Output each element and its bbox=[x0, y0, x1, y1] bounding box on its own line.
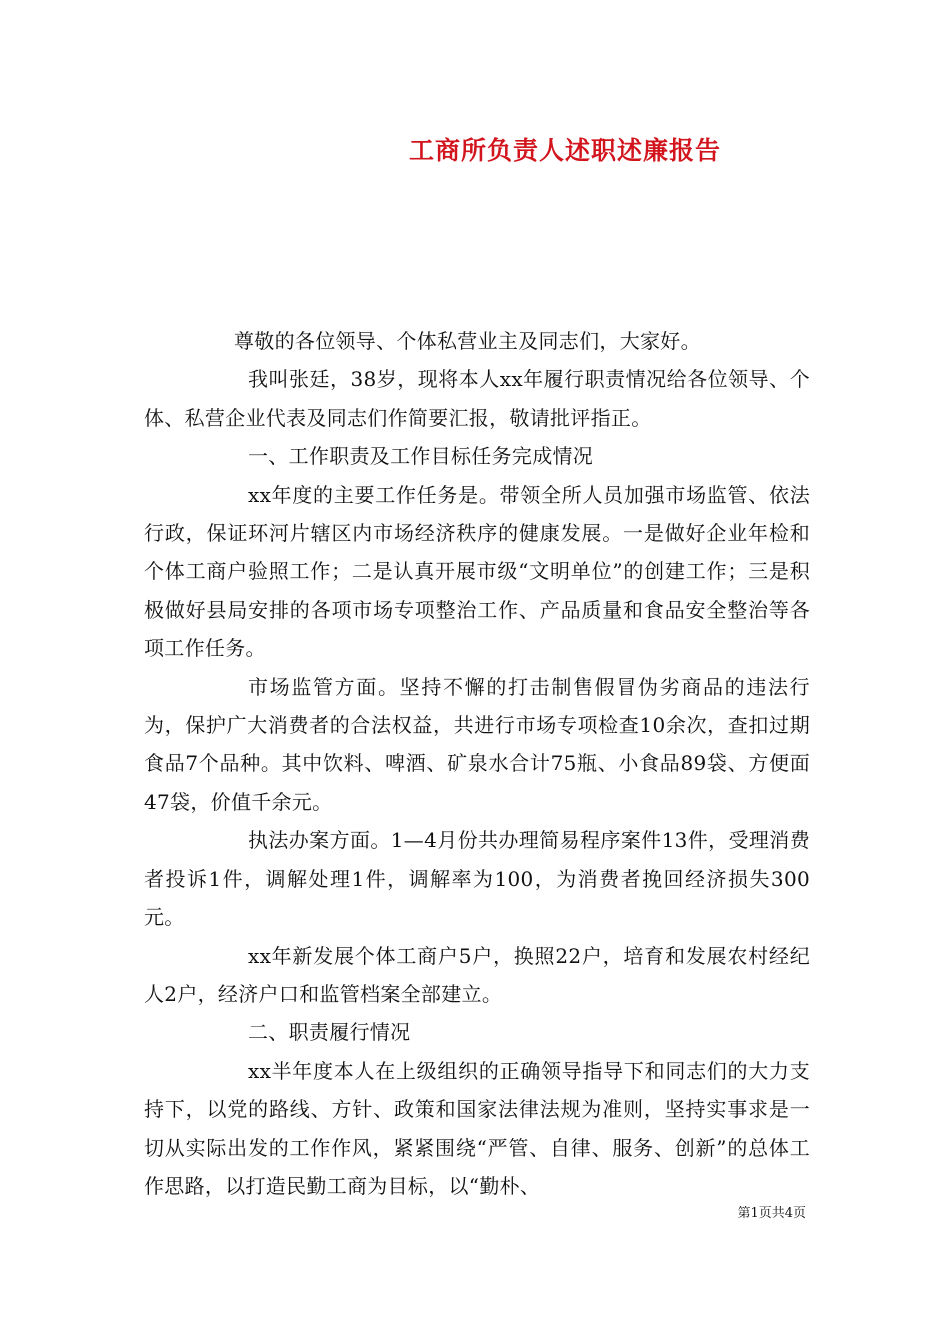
paragraph-market-supervision: 市场监管方面。坚持不懈的打击制售假冒伪劣商品的违法行为，保护广大消费者的合法权益，共进行市场专项检查10余次，查扣过期食品7个品种。其中饮料、啤酒、矿泉水合计75瓶、小食品89袋、方便面47袋，价值千余元。 bbox=[144, 674, 810, 814]
page-number-footer: 第1页共4页 bbox=[737, 1206, 806, 1221]
section-heading-1: 一、工作职责及工作目标任务完成情况 bbox=[248, 444, 594, 469]
paragraph-duty-performance: xx半年度本人在上级组织的正确领导指导下和同志们的大力支持下，以党的路线、方针、政策和国家法律法规为准则，坚持实事求是一切从实际出发的工作作风，紧紧围绕“严管、自律、服务、创新”的总体工作思路，以打造民勤工商为目标，以“勤朴、 bbox=[144, 1058, 810, 1198]
document-title: 工商所负责人述职述廉报告 bbox=[408, 136, 721, 165]
paragraph-greeting: 尊敬的各位领导、个体私营业主及同志们，大家好。 bbox=[234, 329, 701, 353]
paragraph-law-enforcement: 执法办案方面。1—4月份共办理简易程序案件13件，受理消费者投诉1件，调解处理1件，调解率为100，为消费者挽回经济损失300元。 bbox=[144, 828, 810, 930]
paragraph-new-businesses: xx年新发展个体工商户5户，换照22户，培育和发展农村经纪人2户，经济户口和监管档案全部建立。 bbox=[144, 943, 810, 1006]
section-heading-2: 二、职责履行情况 bbox=[248, 1020, 411, 1045]
paragraph-main-tasks: xx年度的主要工作任务是。带领全所人员加强市场监管、依法行政，保证环河片辖区内市场经济秩序的健康发展。一是做好企业年检和个体工商户验照工作；二是认真开展市级“文明单位”的创建工作；三是积极做好县局安排的各项市场专项整治工作、产品质量和食品安全整治等各项工作任务。 bbox=[144, 482, 810, 661]
paragraph-introduction: 我叫张廷，38岁，现将本人xx年履行职责情况给各位领导、个体、私营企业代表及同志们作简要汇报，敬请批评指正。 bbox=[144, 367, 810, 430]
document-body bbox=[144, 322, 810, 1205]
